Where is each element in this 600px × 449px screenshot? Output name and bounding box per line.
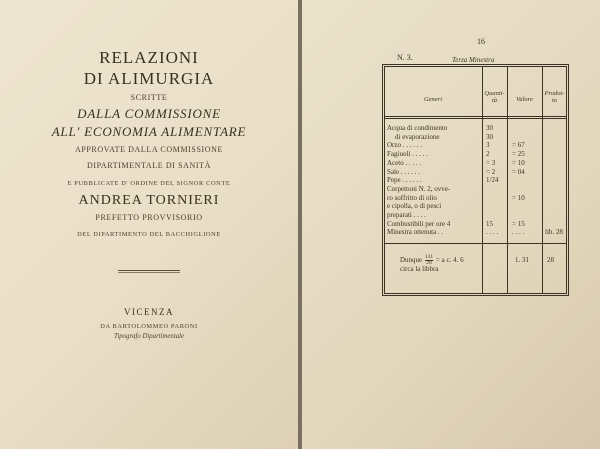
cell-quantita: 2 bbox=[486, 150, 490, 159]
total-note: circa la libbra bbox=[400, 265, 439, 273]
cell-genere: Sale . . . . . . bbox=[387, 167, 421, 176]
cell-genere: Fagiuoli . . . . . bbox=[387, 150, 428, 159]
cell-prodotto: lib. 28 bbox=[545, 228, 563, 237]
cell-valore: = 10 bbox=[512, 193, 525, 202]
cell-genere: Orzo . . . . . . bbox=[387, 141, 422, 150]
cell-genere: ro soffritto di olio bbox=[387, 193, 437, 202]
cell-genere: di evaporazione bbox=[395, 132, 440, 141]
cell-genere: Acqua di condimento bbox=[387, 124, 448, 132]
cell-valore: = 67 bbox=[512, 141, 525, 150]
header-valore: Valore bbox=[516, 96, 533, 103]
cell-valore: = 10 bbox=[512, 158, 525, 167]
total-fraction: $\frac{131}{28}$ bbox=[424, 254, 434, 266]
department-line: DEL DIPARTIMENTO DEL BACCHIGLIONE bbox=[77, 231, 221, 238]
header-prodotto: Prodot- to bbox=[544, 90, 565, 104]
cell-quantita: . . . . bbox=[486, 228, 499, 237]
cell-valore: = 25 bbox=[512, 150, 525, 159]
cell-quantita: = 3 bbox=[486, 158, 496, 167]
cell-genere: Pepe . . . . . . bbox=[387, 176, 422, 185]
imprint-printer: DA BARTOLOMMEO PARONI bbox=[100, 323, 198, 330]
title-line-commissione: DALLA COMMISSIONE bbox=[77, 106, 221, 121]
title-line-dipartimentale: DIPARTIMENTALE DI SANITÀ bbox=[86, 161, 212, 170]
title-line-economia: ALL' ECONOMIA ALIMENTARE bbox=[51, 124, 247, 139]
table-title: Terza Minestra bbox=[452, 56, 495, 64]
cell-quantita: = 2 bbox=[486, 167, 496, 176]
cell-genere: preparati . . . . bbox=[387, 211, 426, 219]
title-page bbox=[0, 0, 298, 449]
cell-quantita: 3 bbox=[486, 141, 490, 150]
total-prodotto: 28 bbox=[547, 256, 554, 264]
title-line-pubblicate: E PUBBLICATE D' ORDINE DEL SIGNOR CONTE bbox=[67, 180, 231, 187]
header-quantita: Quanti- tà bbox=[484, 90, 505, 104]
title-line-scritte: SCRITTE bbox=[130, 93, 168, 102]
total-formula: Dunque $\frac{131}{28}$ = a c. 4. 6 bbox=[400, 254, 464, 266]
cell-genere: Corpettoni N. 2, ovve- bbox=[387, 184, 451, 193]
cell-quantita: 30 bbox=[486, 124, 493, 132]
cell-genere: e cipolla, o di pesci bbox=[387, 202, 442, 211]
table-page bbox=[302, 0, 600, 449]
page-number: 16 bbox=[477, 37, 485, 46]
header-rule-double bbox=[384, 118, 567, 119]
section-number: N. 3. bbox=[397, 53, 413, 62]
cell-quantita: 15 bbox=[486, 219, 493, 228]
cell-quantita: 1/24 bbox=[486, 176, 499, 185]
ornamental-rule bbox=[118, 270, 180, 271]
header-rule bbox=[384, 116, 567, 117]
cell-valore: . . . . bbox=[512, 228, 525, 237]
title-line-approvate: APPROVATE DALLA COMMISSIONE bbox=[74, 145, 224, 154]
total-rule bbox=[384, 243, 567, 244]
cell-quantita: 30 bbox=[486, 132, 493, 141]
cell-genere: Minestra ottenuta . . bbox=[387, 228, 444, 237]
imprint-city: VICENZA bbox=[124, 307, 174, 317]
imprint-printer-role: Tipografo Dipartimentale bbox=[113, 333, 185, 340]
cell-valore: = 15 bbox=[512, 219, 525, 228]
cell-genere: Combustibili per ore 4 bbox=[387, 219, 451, 228]
header-generi: Generi bbox=[423, 96, 443, 103]
cell-genere: Aceto . . . . . bbox=[387, 158, 422, 167]
author-name: ANDREA TORNIERI bbox=[78, 193, 220, 208]
total-valore: 1. 31 bbox=[515, 256, 529, 264]
cell-valore: = 04 bbox=[512, 167, 525, 176]
title-line-relazioni: RELAZIONI bbox=[99, 48, 199, 67]
author-title: PREFETTO PROVVISORIO bbox=[95, 213, 203, 222]
title-line-alimurgia: DI ALIMURGIA bbox=[83, 69, 215, 88]
